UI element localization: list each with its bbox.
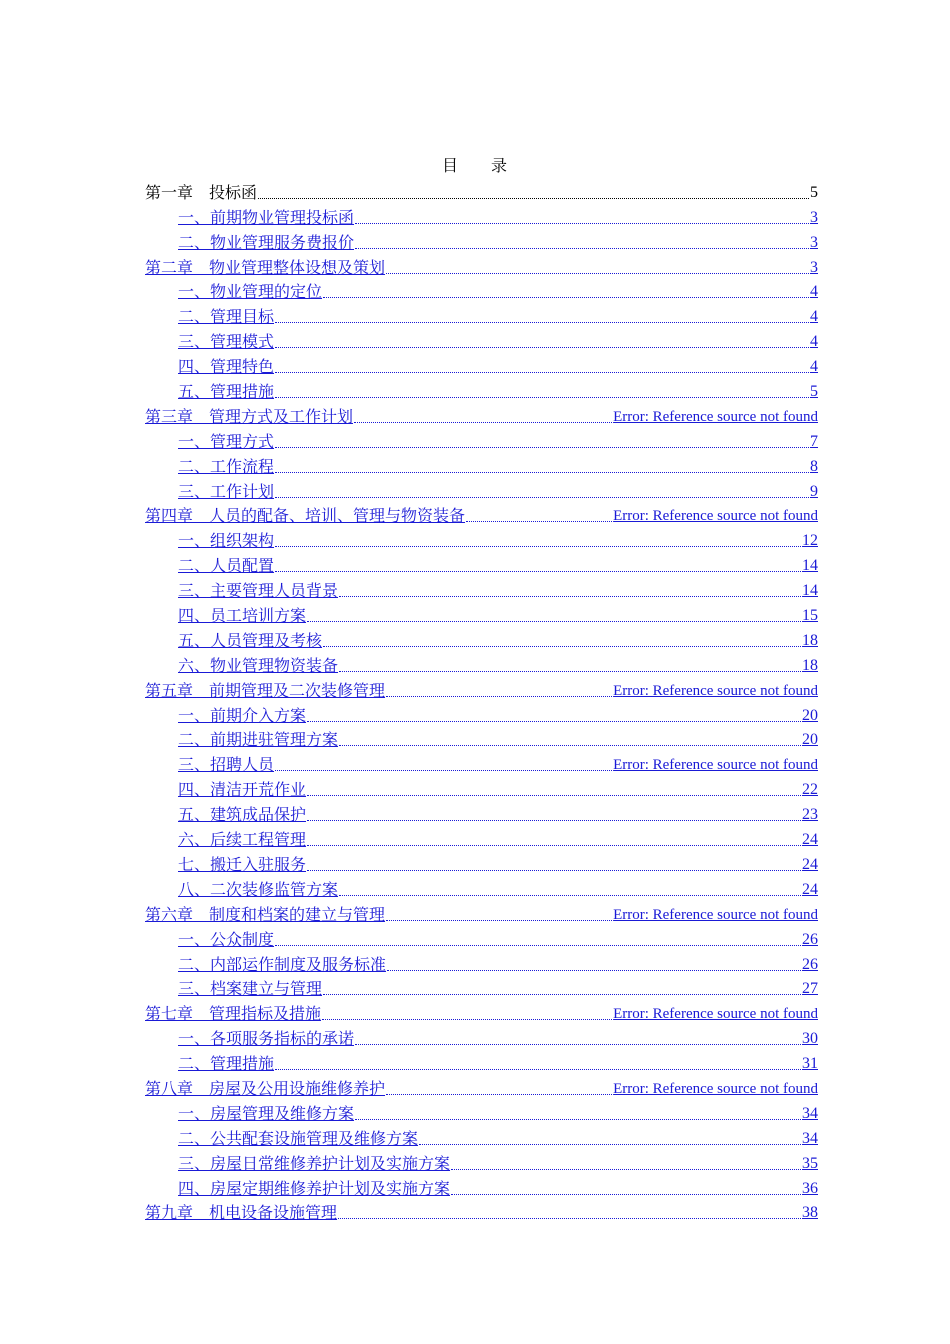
- toc-section-entry[interactable]: [145, 478, 818, 503]
- toc-page-number: 23: [802, 806, 818, 824]
- toc-dot-leader: [339, 895, 801, 896]
- toc-entry-label: 一、公众制度: [178, 929, 275, 949]
- toc-entry-label: 第五章 前期管理及二次装修管理: [145, 680, 386, 700]
- toc-entry-label: 三、档案建立与管理: [178, 979, 323, 999]
- toc-section-entry[interactable]: [145, 826, 818, 851]
- toc-page-number: 26: [802, 955, 818, 973]
- toc-page-number: 24: [802, 880, 818, 898]
- toc-section-entry[interactable]: [145, 552, 818, 577]
- toc-page-number: Error: Reference source not found: [613, 1080, 818, 1097]
- toc-dot-leader: [307, 870, 801, 871]
- toc-page-number: 35: [802, 1154, 818, 1172]
- toc-entry-label: 一、管理方式: [178, 431, 275, 451]
- toc-entry-label: 八、二次装修监管方案: [178, 879, 339, 899]
- toc-section-entry[interactable]: [145, 1125, 818, 1150]
- toc-entry-label: 一、前期物业管理投标函: [178, 207, 355, 227]
- toc-section-entry[interactable]: [145, 453, 818, 478]
- toc-dot-leader: [355, 1044, 801, 1045]
- toc-dot-leader: [323, 994, 801, 995]
- toc-section-entry[interactable]: [145, 527, 818, 552]
- toc-section-entry[interactable]: [145, 851, 818, 876]
- toc-page-number: 34: [802, 1129, 818, 1147]
- toc-page-number: Error: Reference source not found: [613, 757, 818, 774]
- toc-dot-leader: [307, 795, 801, 796]
- toc-section-entry[interactable]: [145, 1100, 818, 1125]
- toc-dot-leader: [258, 198, 809, 199]
- toc-dot-leader: [355, 248, 809, 249]
- toc-page-number: Error: Reference source not found: [613, 508, 818, 525]
- toc-dot-leader: [275, 546, 801, 547]
- toc-dot-leader: [355, 1119, 801, 1120]
- toc-dot-leader: [307, 721, 801, 722]
- toc-section-entry[interactable]: [145, 926, 818, 951]
- toc-chapter-entry[interactable]: [145, 503, 818, 528]
- toc-entry-label: 一、房屋管理及维修方案: [178, 1103, 355, 1123]
- toc-entry-label: 二、人员配置: [178, 556, 275, 576]
- toc-entry-label: 三、主要管理人员背景: [178, 581, 339, 601]
- toc-page-number: 8: [810, 457, 818, 475]
- toc-page-number: 4: [810, 308, 818, 326]
- toc-section-entry[interactable]: [145, 328, 818, 353]
- toc-page-number: Error: Reference source not found: [613, 682, 818, 699]
- toc-entry-label: 二、工作流程: [178, 456, 275, 476]
- toc-section-entry[interactable]: [145, 652, 818, 677]
- toc-entry-label: 四、清洁开荒作业: [178, 780, 307, 800]
- toc-dot-leader: [386, 696, 612, 697]
- toc-section-entry[interactable]: [145, 1050, 818, 1075]
- toc-page-number: Error: Reference source not found: [613, 408, 818, 425]
- toc-page-number: 15: [802, 607, 818, 625]
- toc-entry-label: 第六章 制度和档案的建立与管理: [145, 904, 386, 924]
- toc-section-entry[interactable]: [145, 303, 818, 328]
- toc-dot-leader: [466, 521, 612, 522]
- toc-page-number: 5: [810, 383, 818, 401]
- toc-dot-leader: [419, 1144, 801, 1145]
- toc-title: 目 录: [441, 156, 522, 175]
- toc-dot-leader: [355, 223, 809, 224]
- toc-page-number: 4: [810, 358, 818, 376]
- toc-entry-label: 三、房屋日常维修养护计划及实施方案: [178, 1153, 451, 1173]
- toc-entry-label: 三、招聘人员: [178, 755, 275, 775]
- toc-chapter-entry[interactable]: [145, 677, 818, 702]
- toc-page-number: 5: [810, 183, 818, 201]
- toc-chapter-entry[interactable]: [145, 1000, 818, 1025]
- toc-section-entry[interactable]: [145, 876, 818, 901]
- toc-page-number: 34: [802, 1104, 818, 1122]
- toc-section-entry[interactable]: [145, 627, 818, 652]
- toc-dot-leader: [275, 571, 801, 572]
- toc-dot-leader: [387, 970, 801, 971]
- toc-entry-label: 五、建筑成品保护: [178, 805, 307, 825]
- toc-page-number: 20: [802, 706, 818, 724]
- toc-entry-label: 一、各项服务指标的承诺: [178, 1029, 355, 1049]
- toc-entry-label: 七、搬迁入驻服务: [178, 854, 307, 874]
- toc-section-entry[interactable]: [145, 204, 818, 229]
- toc-entry-label: 五、人员管理及考核: [178, 630, 323, 650]
- toc-chapter-entry: [145, 179, 818, 204]
- toc-section-entry[interactable]: [145, 951, 818, 976]
- toc-dot-leader: [386, 273, 809, 274]
- toc-page-number: 14: [802, 557, 818, 575]
- toc-entry-label: 四、员工培训方案: [178, 606, 307, 626]
- toc-entry-label: 四、管理特色: [178, 357, 275, 377]
- toc-entry-label: 三、工作计划: [178, 481, 275, 501]
- toc-dot-leader: [307, 621, 801, 622]
- toc-page-number: 38: [802, 1204, 818, 1222]
- toc-section-entry[interactable]: [145, 702, 818, 727]
- toc-dot-leader: [323, 297, 809, 298]
- toc-dot-leader: [275, 770, 612, 771]
- toc-dot-leader: [275, 397, 809, 398]
- toc-dot-leader: [323, 646, 801, 647]
- toc-section-entry[interactable]: [145, 776, 818, 801]
- toc-entry-label: 第七章 管理指标及措施: [145, 1004, 322, 1024]
- toc-entry-label: 第二章 物业管理整体设想及策划: [145, 257, 386, 277]
- toc-dot-leader: [322, 1019, 612, 1020]
- toc-entry-label: 二、管理目标: [178, 307, 275, 327]
- toc-entry-label: 第四章 人员的配备、培训、管理与物资装备: [145, 506, 466, 526]
- toc-chapter-entry[interactable]: [145, 1200, 818, 1225]
- toc-chapter-entry[interactable]: [145, 403, 818, 428]
- toc-entry-label: 三、管理模式: [178, 332, 275, 352]
- toc-section-entry[interactable]: [145, 428, 818, 453]
- toc-dot-leader: [307, 820, 801, 821]
- toc-page-number: 3: [810, 208, 818, 226]
- toc-dot-leader: [451, 1169, 801, 1170]
- toc-dot-leader: [339, 596, 801, 597]
- toc-dot-leader: [386, 920, 612, 921]
- toc-page-number: 3: [810, 233, 818, 251]
- toc-page-number: Error: Reference source not found: [613, 906, 818, 923]
- toc-entry-label: 一、前期介入方案: [178, 705, 307, 725]
- toc-entry-label: 一、物业管理的定位: [178, 282, 323, 302]
- toc-dot-leader: [275, 1069, 801, 1070]
- toc-entry-label: 一、组织架构: [178, 531, 275, 551]
- toc-section-entry[interactable]: [145, 1025, 818, 1050]
- toc-section-entry[interactable]: [145, 751, 818, 776]
- toc-page-number: 26: [802, 930, 818, 948]
- toc-dot-leader: [275, 447, 809, 448]
- toc-chapter-entry[interactable]: [145, 1075, 818, 1100]
- toc-entry-label: 第九章 机电设备设施管理: [145, 1203, 338, 1223]
- toc-chapter-entry[interactable]: [145, 901, 818, 926]
- toc-page-number: 31: [802, 1055, 818, 1073]
- toc-dot-leader: [275, 945, 801, 946]
- toc-dot-leader: [307, 845, 801, 846]
- toc-entry-label: 六、后续工程管理: [178, 830, 307, 850]
- toc-dot-leader: [275, 347, 809, 348]
- toc-entry-label: 第八章 房屋及公用设施维修养护: [145, 1078, 386, 1098]
- toc-page-number: 7: [810, 432, 818, 450]
- toc-page-number: 3: [810, 258, 818, 276]
- toc-page-number: 4: [810, 333, 818, 351]
- toc-dot-leader: [451, 1194, 801, 1195]
- toc-dot-leader: [275, 497, 809, 498]
- toc-page-number: 22: [802, 781, 818, 799]
- toc-page-number: 27: [802, 980, 818, 998]
- toc-entry-label: 五、管理措施: [178, 382, 275, 402]
- toc-dot-leader: [275, 472, 809, 473]
- toc-entry-label: 六、物业管理物资装备: [178, 655, 339, 675]
- toc-entry-label: 第三章 管理方式及工作计划: [145, 406, 354, 426]
- toc-dot-leader: [354, 422, 612, 423]
- toc-page-number: 24: [802, 855, 818, 873]
- toc-page-number: 14: [802, 582, 818, 600]
- toc-page-number: 18: [802, 631, 818, 649]
- toc-section-entry[interactable]: [145, 378, 818, 403]
- toc-entry-label: 二、管理措施: [178, 1054, 275, 1074]
- toc-dot-leader: [386, 1094, 612, 1095]
- toc-section-entry[interactable]: [145, 229, 818, 254]
- toc-entry-label: 第一章 投标函: [145, 182, 258, 202]
- toc-dot-leader: [339, 745, 801, 746]
- toc-page-number: 18: [802, 656, 818, 674]
- toc-page-number: 20: [802, 731, 818, 749]
- toc-entry-label: 二、前期进驻管理方案: [178, 730, 339, 750]
- toc-section-entry[interactable]: [145, 1175, 818, 1200]
- toc-page-number: 36: [802, 1179, 818, 1197]
- toc-page-number: 30: [802, 1030, 818, 1048]
- toc-section-entry[interactable]: [145, 602, 818, 627]
- toc-dot-leader: [339, 671, 801, 672]
- toc-entry-label: 二、物业管理服务费报价: [178, 232, 355, 252]
- toc-chapter-entry[interactable]: [145, 254, 818, 279]
- toc-dot-leader: [338, 1218, 801, 1219]
- table-of-contents: [145, 179, 818, 1224]
- toc-section-entry[interactable]: [145, 801, 818, 826]
- toc-section-entry[interactable]: [145, 727, 818, 752]
- toc-entry-label: 四、房屋定期维修养护计划及实施方案: [178, 1178, 451, 1198]
- toc-page-number: Error: Reference source not found: [613, 1006, 818, 1023]
- toc-dot-leader: [275, 322, 809, 323]
- toc-dot-leader: [275, 372, 809, 373]
- toc-section-entry[interactable]: [145, 577, 818, 602]
- toc-entry-label: 二、公共配套设施管理及维修方案: [178, 1128, 419, 1148]
- toc-page-number: 9: [810, 482, 818, 500]
- toc-section-entry[interactable]: [145, 279, 818, 304]
- toc-section-entry[interactable]: [145, 1150, 818, 1175]
- toc-section-entry[interactable]: [145, 353, 818, 378]
- toc-page-number: 4: [810, 283, 818, 301]
- toc-page-number: 12: [802, 532, 818, 550]
- toc-section-entry[interactable]: [145, 976, 818, 1001]
- toc-page-number: 24: [802, 831, 818, 849]
- toc-entry-label: 二、内部运作制度及服务标准: [178, 954, 387, 974]
